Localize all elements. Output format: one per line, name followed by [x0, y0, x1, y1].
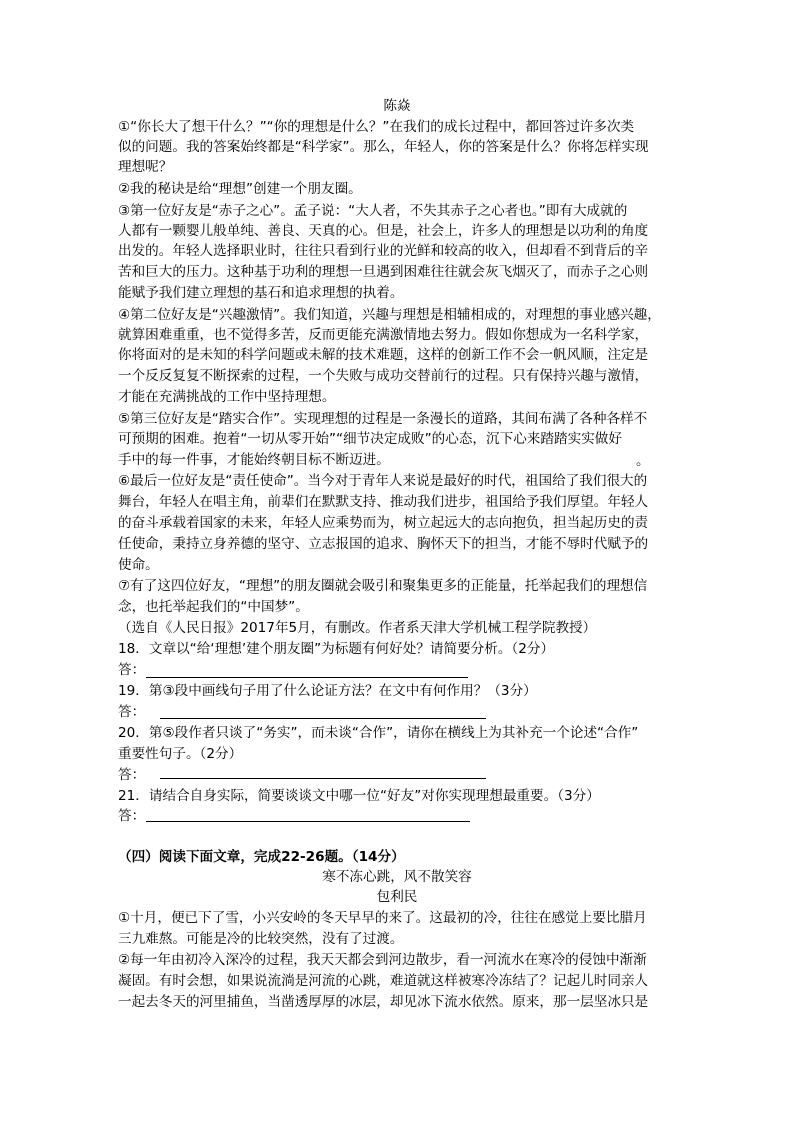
paragraph-line: 才能在充满挑战的工作中坚持理想。 [118, 389, 336, 405]
answer-line-21[interactable] [146, 821, 470, 822]
source-note: （选自《人民日报》2017年5月，有删改。作者系天津大学机械工程学院教授） [118, 620, 597, 636]
question-19: 19．第③段中画线句子用了什么论证方法？在文中有何作用？（3分） [118, 683, 537, 699]
answer-line-19[interactable] [160, 718, 486, 719]
paragraph-line: 手中的每一件事，才能始终朝目标不断迈进。 [118, 452, 390, 468]
paragraph-line: 凝固。有时会想，如果说流淌是河流的心跳，难道就这样被寒冷冻结了？记起儿时同亲人 [118, 973, 649, 989]
paragraph-line: 三九难熬。可能是冷的比较突然，没有了过渡。 [118, 931, 404, 947]
paragraph-line: 能赋予我们建立理想的基石和追求理想的执着。 [118, 285, 404, 301]
answer-line-20[interactable] [160, 778, 486, 779]
paragraph-line: 人都有一颗婴儿般单纯、善良、天真的心。但是，社会上，许多人的理想是以功利的角度 [118, 223, 649, 239]
paragraph-line: 可预期的困难。抱着“一切从零开始”“细节决定成败”的心态，沉下心来踏踏实实做好 [118, 431, 622, 447]
section-heading: （四）阅读下面文章，完成22-26题。（14分） [118, 849, 405, 865]
question-21: 21．请结合自身实际，简要谈谈文中哪一位“好友”对你实现理想最重要。（3分） [118, 788, 600, 804]
paragraph-line: ⑤第三位好友是“踏实合作”。实现理想的过程是一条漫长的道路，其间布满了各种各样不 [118, 411, 648, 427]
question-20-cont: 重要性句子。（2分） [118, 746, 243, 762]
paragraph-line: ②每一年由初冷入深冷的过程，我天天都会到河边散步，看一河流水在寒冷的侵蚀中渐渐 [118, 952, 647, 968]
answer-label: 答： [118, 662, 146, 678]
paragraph-line: ②我的秘诀是给“理想”创建一个朋友圈。 [118, 181, 362, 197]
paragraph-line: 念，也托举起我们的“中国梦”。 [118, 599, 309, 615]
answer-label: 答： [118, 767, 146, 783]
article-title: 寒不冻心跳，风不散笑容 [322, 869, 472, 885]
paragraph-line: 似的问题。我的答案始终都是“科学家”。那么，年轻人，你的答案是什么？你将怎样实现 [118, 139, 649, 155]
paragraph-line: ⑥最后一位好友是“责任使命”。当今对于青年人来说是最好的时代，祖国给了我们很大的 [118, 473, 648, 489]
paragraph-line: 的奋斗承载着国家的未来，年轻人应乘势而为，树立起远大的志向抱负，担当起历史的责 [118, 515, 649, 531]
period-mark: 。 [636, 453, 650, 469]
article-author: 陈焱 [383, 98, 411, 114]
paragraph-line: 理想呢？ [118, 159, 173, 175]
paragraph-line: 就算困难重重，也不觉得多苦，反而更能充满激情地去努力。假如你想成为一名科学家， [118, 327, 649, 343]
paragraph-line: 一个反反复复不断探索的过程，一个失败与成功交替前行的过程。只有保持兴趣与激情， [118, 368, 649, 384]
paragraph-line: ①“你长大了想干什么？”“你的理想是什么？”在我们的成长过程中，都回答过许多次类 [118, 119, 635, 135]
question-20: 20．第⑤段作者只谈了“务实”，而未谈“合作”，请你在横线上为其补充一个论述“合作” [118, 725, 639, 741]
paragraph-line: ⑦有了这四位好友，“理想”的朋友圈就会吸引和聚集更多的正能量，托举起我们的理想信 [118, 578, 648, 594]
paragraph-line: 使命。 [118, 557, 159, 573]
paragraph-line: 苦和巨大的压力。这种基于功利的理想一旦遇到困难往往就会灰飞烟灭了，而赤子之心则 [118, 264, 649, 280]
paragraph-line: 舞台，年轻人在唱主角，前辈们在默默支持、推动我们进步，祖国给予我们厚望。年轻人 [118, 494, 649, 510]
paragraph-line: ①十月，便已下了雪，小兴安岭的冬天早早的来了。这最初的冷，往往在感觉上要比腊月 [118, 910, 647, 926]
question-18: 18．文章以“给‘理想’建个朋友圈”为标题有何好处？请简要分析。（2分） [118, 641, 555, 657]
paragraph-line: 一起去冬天的河里捕鱼，当凿透厚厚的冰层，却见冰下流水依然。原来，那一层坚冰只是 [118, 994, 649, 1010]
paragraph-line: 出发的。年轻人选择职业时，往往只看到行业的光鲜和较高的收入，但却看不到背后的辛 [118, 243, 649, 259]
paragraph-line: 任使命，秉持立身养德的坚守、立志报国的追求、胸怀天下的担当，才能不辱时代赋予的 [118, 536, 649, 552]
paragraph-line: 你将面对的是未知的科学问题或未解的技术难题，这样的创新工作不会一帆风顺，注定是 [118, 347, 649, 363]
answer-label: 答： [118, 704, 146, 720]
answer-line-18[interactable] [146, 677, 468, 678]
answer-label: 答： [118, 808, 146, 824]
paragraph-line: ③第一位好友是“赤子之心”。孟子说：“大人者，不失其赤子之心者也。”即有大成就的 [118, 203, 628, 219]
paragraph-line: ④第二位好友是“兴趣激情”。我们知道，兴趣与理想是相辅相成的，对理想的事业感兴趣， [118, 307, 661, 323]
article-author: 包利民 [376, 889, 418, 905]
